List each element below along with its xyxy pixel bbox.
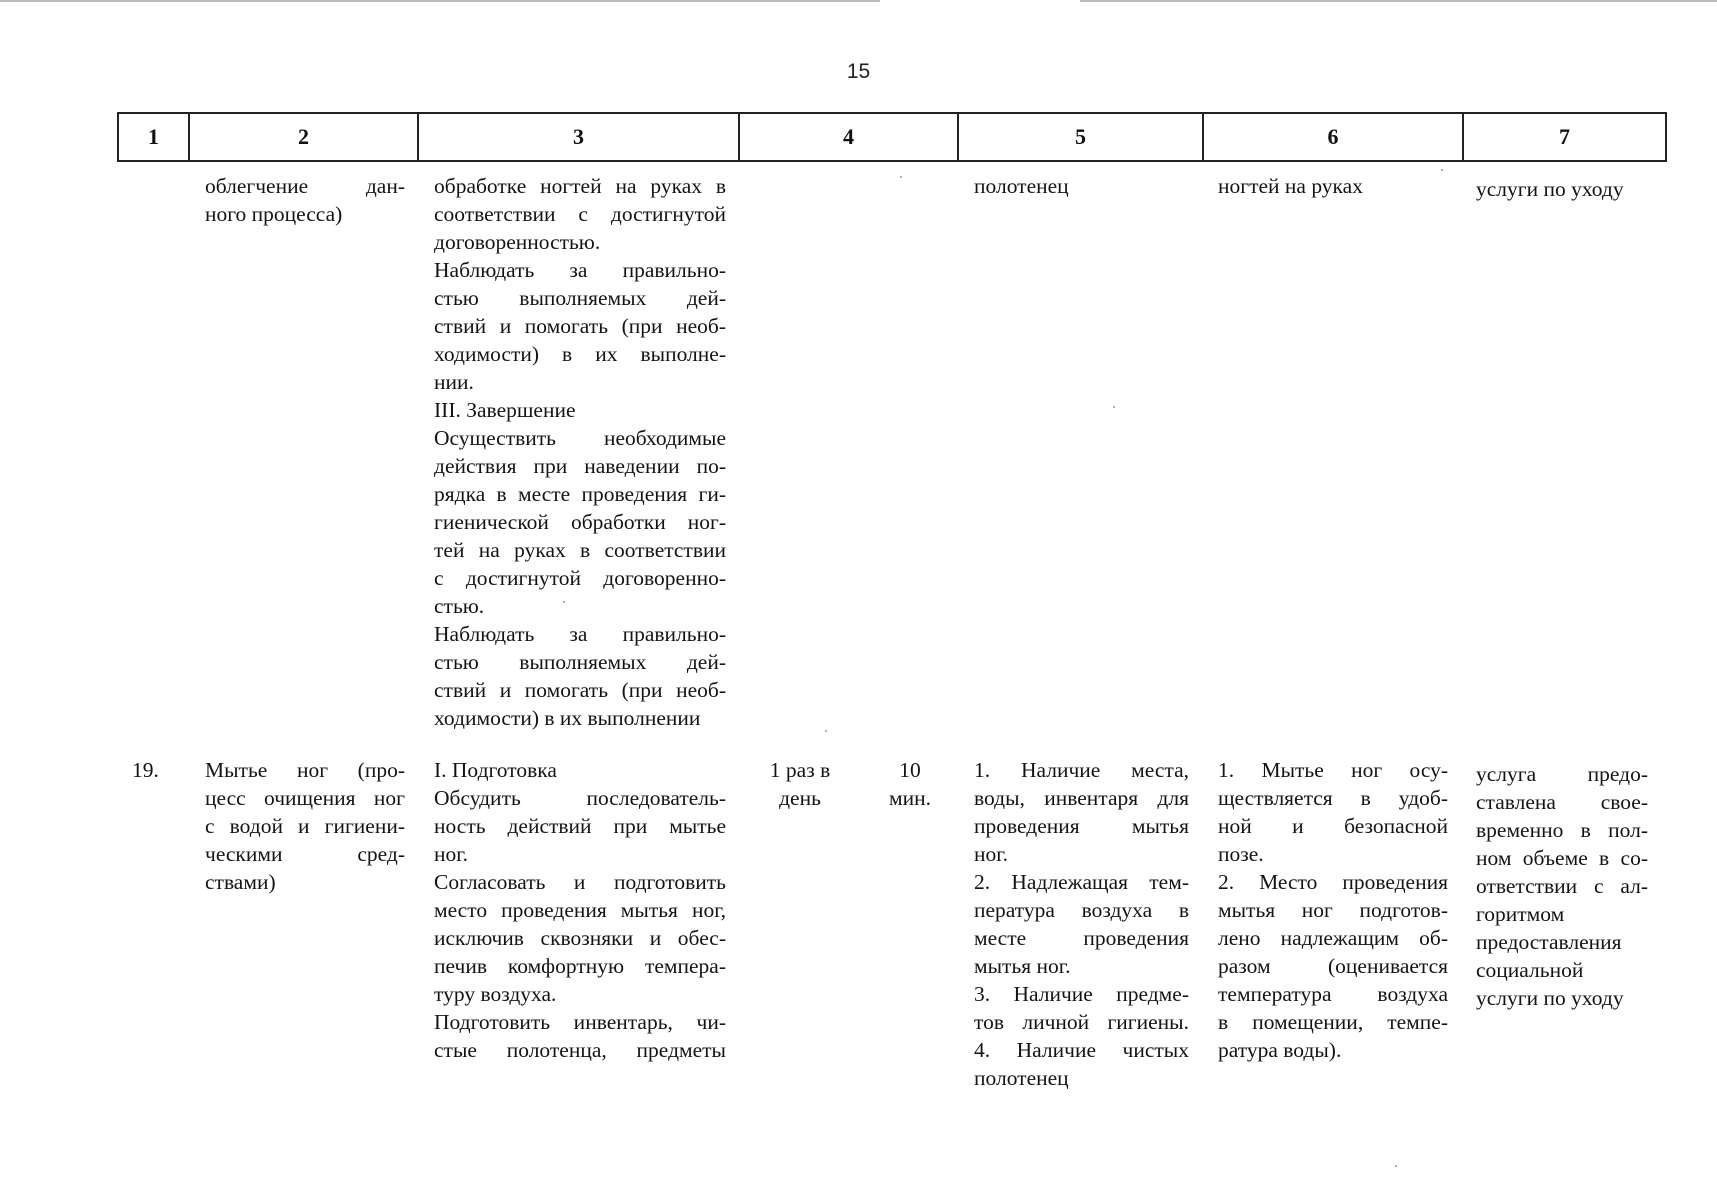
- text-line: услуга предо-: [1476, 762, 1648, 786]
- text-line: с достигнутой договоренно-: [434, 566, 726, 590]
- text-line: услуги по уходу: [1476, 986, 1624, 1010]
- column-header-row: [117, 112, 1667, 162]
- text-line: рядка в месте проведения ги-: [434, 482, 726, 506]
- cell-duration: [880, 756, 940, 812]
- column-header: 5: [958, 113, 1203, 161]
- text-line: 3. Наличие предме-: [974, 982, 1189, 1006]
- scan-speck: [1395, 1165, 1397, 1167]
- text-line: 1 раз в: [769, 758, 831, 782]
- cell-indicators-continued: [1218, 172, 1448, 200]
- text-line: нии.: [434, 370, 474, 394]
- text-line: Осуществить необходимые: [434, 426, 726, 450]
- text-line: с водой и гигиени-: [205, 814, 405, 838]
- text-line: месте проведения: [974, 926, 1189, 950]
- scan-edge-line: [1080, 0, 1717, 2]
- text-line: ствий и помогать (при необ-: [434, 314, 726, 338]
- column-header: 1: [118, 113, 189, 161]
- text-line: облегчение дан-: [205, 174, 405, 198]
- text-line: 1. Наличие места,: [974, 758, 1189, 782]
- text-line: 1. Мытье ног осу-: [1218, 758, 1448, 782]
- text-line: 2. Надлежащая тем-: [974, 870, 1189, 894]
- text-line: стые полотенца, предметы: [434, 1038, 726, 1062]
- text-line: ном объеме в со-: [1476, 846, 1648, 870]
- text-line: ратура воды).: [1218, 1038, 1342, 1062]
- text-line: ность действий при мытье: [434, 814, 726, 838]
- text-line: печив комфортную темпера-: [434, 954, 726, 978]
- text-line: ног.: [974, 842, 1009, 866]
- text-line: ответствии с ал-: [1476, 874, 1648, 898]
- text-line: лено надлежащим об-: [1218, 926, 1448, 950]
- text-line: 10: [899, 758, 921, 782]
- text-line: обработке ногтей на руках в: [434, 174, 726, 198]
- text-line: горитмом: [1476, 902, 1565, 926]
- cell-service-description-continued: [205, 172, 405, 228]
- cell-conditions-continued: [974, 172, 1189, 200]
- text-line: в помещении, темпе-: [1218, 1010, 1448, 1034]
- text-line: ществляется в удоб-: [1218, 786, 1448, 810]
- text-line: исключив сквозняки и обес-: [434, 926, 726, 950]
- text-line: Согласовать и подготовить: [434, 870, 726, 894]
- text-line: ствами): [205, 870, 276, 894]
- scan-edge-line: [0, 0, 880, 2]
- cell-procedure: [434, 756, 726, 1064]
- text-line: стью выполняемых дей-: [434, 286, 726, 310]
- text-line: ногтей на руках: [1218, 174, 1363, 198]
- text-line: действия при наведении по-: [434, 454, 726, 478]
- row-number: 19.: [132, 758, 159, 782]
- text-line: полотенец: [974, 174, 1069, 198]
- text-line: соответствии с достигнутой: [434, 202, 726, 226]
- text-line: воды, инвентаря для: [974, 786, 1189, 810]
- text-line: социальной: [1476, 958, 1584, 982]
- column-header: 7: [1463, 113, 1666, 161]
- text-line: температура воздуха: [1218, 982, 1448, 1006]
- cell-evaluation: [1476, 760, 1648, 1012]
- scan-speck: [1441, 169, 1443, 171]
- text-line: Наблюдать за правильно-: [434, 258, 726, 282]
- page-number: 15: [846, 60, 871, 83]
- text-line: ходимости) в их выполне-: [434, 342, 726, 366]
- cell-service-name: [205, 756, 405, 896]
- text-line: Обсудить последователь-: [434, 786, 726, 810]
- text-line: договоренностью.: [434, 230, 601, 254]
- column-header: 3: [418, 113, 739, 161]
- text-line: Подготовить инвентарь, чи-: [434, 1010, 726, 1034]
- text-line: мытья ног подготов-: [1218, 898, 1448, 922]
- text-line: предоставления: [1476, 930, 1622, 954]
- text-line: цесс очищения ног: [205, 786, 405, 810]
- text-line: временно в пол-: [1476, 818, 1648, 842]
- text-line: проведения мытья: [974, 814, 1189, 838]
- text-line: тов личной гигиены.: [974, 1010, 1189, 1034]
- cell-conditions: [974, 756, 1189, 1092]
- text-line: мытья ног.: [974, 954, 1071, 978]
- text-line: ческими сред-: [205, 842, 405, 866]
- text-line: гиенической обработки ног-: [434, 510, 726, 534]
- text-line: ствий и помогать (при необ-: [434, 678, 726, 702]
- text-line: 2. Место проведения: [1218, 870, 1448, 894]
- cell-evaluation-continued: [1476, 175, 1656, 203]
- text-line: полотенец: [974, 1066, 1069, 1090]
- cell-indicators: [1218, 756, 1448, 1064]
- text-line: стью выполняемых дей-: [434, 650, 726, 674]
- text-line: туру воздуха.: [434, 982, 557, 1006]
- cell-frequency: [755, 756, 845, 812]
- cell-procedure-continued: [434, 172, 726, 732]
- column-header: 2: [189, 113, 418, 161]
- text-line: место проведения мытья ног,: [434, 898, 726, 922]
- text-line: тей на руках в соответствии: [434, 538, 726, 562]
- text-line: позе.: [1218, 842, 1264, 866]
- text-line: III. Завершение: [434, 398, 576, 422]
- text-line: день: [779, 786, 821, 810]
- text-line: ного процесса): [205, 202, 343, 226]
- column-header: 6: [1203, 113, 1463, 161]
- text-line: ног.: [434, 842, 469, 866]
- scan-speck: [900, 176, 902, 178]
- text-line: Мытье ног (про-: [205, 758, 405, 782]
- text-line: мин.: [889, 786, 931, 810]
- text-line: ной и безопасной: [1218, 814, 1448, 838]
- text-line: I. Подготовка: [434, 758, 557, 782]
- text-line: пература воздуха в: [974, 898, 1189, 922]
- text-line: услуги по уходу: [1476, 177, 1624, 201]
- scan-speck: [1113, 406, 1115, 408]
- scan-speck: [825, 730, 827, 732]
- text-line: 4. Наличие чистых: [974, 1038, 1189, 1062]
- text-line: стью.: [434, 594, 485, 618]
- text-line: ходимости) в их выполнении: [434, 706, 701, 730]
- text-line: разом (оценивается: [1218, 954, 1448, 978]
- text-line: Наблюдать за правильно-: [434, 622, 726, 646]
- scan-speck: [563, 601, 565, 603]
- column-header: 4: [739, 113, 958, 161]
- text-line: ставлена свое-: [1476, 790, 1648, 814]
